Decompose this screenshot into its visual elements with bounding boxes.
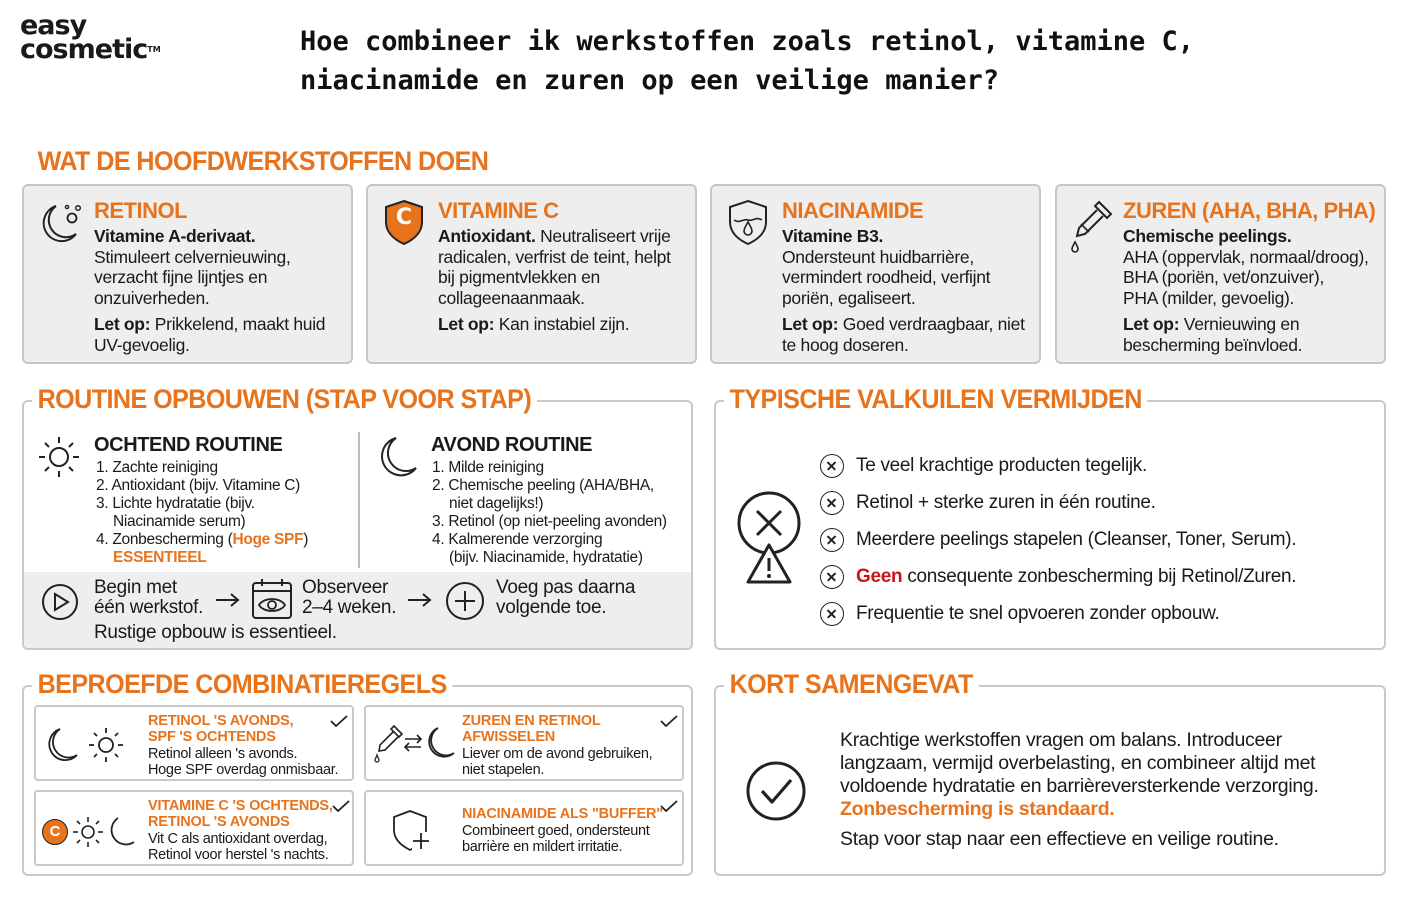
panel-summary (714, 685, 1386, 876)
flow-step-2-line: Observeer (302, 577, 389, 598)
x-circle-icon (820, 454, 844, 478)
pitfall-item (820, 484, 1296, 521)
flow-step-1-line: Begin met (94, 577, 177, 598)
logo-line-1: easy (20, 10, 87, 41)
morning-step: 2. Antioxidant (bijv. Vitamine C) (96, 477, 301, 494)
pitfall-text: consequente zonbescherming bij Retinol/Zuren. (907, 565, 1297, 587)
card-title: VITAMINE C (438, 198, 559, 223)
morning-step-spf (96, 531, 308, 549)
check-circle-icon (744, 759, 808, 823)
evening-step: niet dagelijks!) (449, 495, 544, 512)
combo-title (462, 713, 601, 745)
flow-step-1-line: één werkstof. (94, 597, 204, 618)
note-text: Kan instabiel zijn. (498, 314, 630, 334)
moon-icon (376, 434, 420, 480)
shield-drop-icon (726, 198, 770, 246)
sun-icon (36, 434, 82, 480)
pitfall-item (820, 521, 1296, 558)
summary-highlight: Zonbescherming is standaard. (840, 798, 1115, 820)
morning-routine-title: OCHTEND ROUTINE (94, 434, 283, 456)
note-label: Let op: (94, 314, 151, 334)
checkmark-icon (660, 800, 678, 812)
evening-step: 1. Milde reiniging (432, 459, 544, 476)
pitfall-text: Frequentie te snel opvoeren zonder opbouw. (856, 602, 1220, 624)
combo-title (148, 798, 333, 830)
dropper-icon (1067, 198, 1117, 254)
evening-step: 4. Kalmerende verzorging (432, 531, 603, 548)
pitfall-text: Te veel krachtige producten tegelijk. (856, 454, 1147, 476)
panel-pitfalls (714, 400, 1386, 650)
flow-step-3-line: Voeg pas daarna (496, 577, 636, 598)
card-niacinamide (710, 184, 1041, 364)
card-vitamine-c (366, 184, 697, 364)
combo-body (462, 746, 652, 778)
combo-title-line: RETINOL 'S AVONDS, (148, 713, 294, 729)
pitfall-text: Retinol + sterke zuren in één routine. (856, 491, 1156, 513)
evening-step: 3. Retinol (op niet-peeling avonden) (432, 513, 667, 530)
shield-plus-icon (390, 808, 436, 854)
pitfall-item (820, 595, 1296, 632)
card-body (438, 226, 686, 308)
card-body (94, 226, 344, 308)
plus-circle-icon (444, 580, 486, 622)
page-title (300, 22, 1380, 100)
evening-steps (432, 459, 667, 567)
card-title: RETINOL (94, 198, 188, 223)
combo-body-line: Liever om de avond gebruiken, (462, 746, 653, 762)
essential-label: ESSENTIEEL (113, 549, 207, 566)
brand-logo (20, 10, 190, 74)
card-body (782, 226, 1032, 308)
combo-title (148, 713, 293, 745)
dropper-swap-moon-icon (372, 723, 458, 765)
morning-step: 1. Zachte reiniging (96, 459, 218, 476)
panel-routine (22, 400, 693, 650)
note-text: Prikkelend, maakt huid UV-gevoelig. (94, 314, 326, 355)
x-circle-icon (820, 528, 844, 552)
combo-body-line: Vit C als antioxidant overdag, (148, 831, 328, 847)
combo-title-line: ZUREN EN RETINOL (462, 713, 601, 729)
section-title-summary: KORT SAMENGEVAT (724, 669, 978, 700)
combo-title-line: SPF 'S OCHTENDS (148, 729, 276, 745)
note-label: Let op: (782, 314, 839, 334)
sun-moon-icon (72, 812, 138, 852)
summary-closing: Stap voor stap naar een effectieve en veilige routine. (840, 828, 1279, 850)
card-description-line: PHA (milder, gevoelig). (1123, 287, 1295, 308)
combo-title (462, 806, 663, 822)
card-title: ZUREN (AHA, BHA, PHA) (1123, 198, 1376, 223)
checkmark-icon (330, 715, 348, 727)
checkmark-icon (660, 715, 678, 727)
combo-title-line: RETINOL 'S AVONDS (148, 814, 290, 830)
note-label: Let op: (1123, 314, 1180, 334)
combo-body-line: Retinol voor herstel 's nachts. (148, 847, 329, 863)
card-note (438, 314, 688, 335)
summary-line: Krachtige werkstoffen vragen om balans. Introduceer (840, 729, 1282, 751)
summary-line: voldoende hydratatie en barrièreversterkende verzorging. (840, 775, 1319, 797)
combo-rule (364, 705, 684, 781)
flow-footer: Rustige opbouw is essentieel. (94, 622, 337, 643)
morning-steps (96, 459, 308, 567)
card-subtitle: Vitamine A-derivaat. (94, 226, 256, 246)
card-retinol (22, 184, 353, 364)
card-note (1123, 314, 1373, 355)
evening-step: 2. Chemische peeling (AHA/BHA, (432, 477, 654, 494)
combo-title-line: NIACINAMIDE ALS "BUFFER" (462, 806, 663, 822)
section-title-actives: WAT DE HOOFDWERKSTOFFEN DOEN (37, 146, 489, 176)
combo-body-line: niet stapelen. (462, 762, 545, 778)
evening-step: (bijv. Niacinamide, hydratatie) (449, 549, 643, 566)
morning-step: Niacinamide serum) (113, 513, 246, 530)
warning-x-icon (734, 490, 804, 586)
card-description: Ondersteunt huidbarrière, vermindert roodheid, verfijnt poriën, egaliseert. (782, 246, 991, 308)
routine-divider (358, 432, 360, 568)
card-description-line: AHA (oppervlak, normaal/droog), (1123, 246, 1369, 267)
page-title-line-2: niacinamide en zuren op een veilige manier? (300, 65, 999, 96)
card-title: NIACINAMIDE (782, 198, 924, 223)
section-title-combos: BEPROEFDE COMBINATIEREGELS (32, 669, 452, 700)
flow-step-2 (302, 578, 396, 618)
card-body (1123, 226, 1385, 308)
card-zuren (1055, 184, 1386, 364)
checkmark-icon (332, 800, 350, 812)
logo-trademark: TM (147, 45, 161, 54)
x-circle-icon (820, 602, 844, 626)
morning-step-text: 4. Zonbescherming ( (96, 531, 233, 548)
card-subtitle: Antioxidant. (438, 226, 536, 246)
card-subtitle: Vitamine B3. (782, 226, 884, 246)
card-description: Stimuleert celvernieuwing, verzacht fijne lijntjes en onzuiverheden. (94, 246, 291, 308)
pitfall-item (820, 447, 1296, 484)
x-circle-icon (820, 565, 844, 589)
combo-title-line: VITAMINE C 'S OCHTENDS, (148, 798, 333, 814)
flow-step-2-line: 2–4 weken. (302, 597, 397, 618)
pitfall-highlight: Geen (856, 565, 903, 587)
routine-flow (24, 572, 693, 650)
section-title-pitfalls: TYPISCHE VALKUILEN VERMIJDEN (724, 384, 1147, 415)
combo-body-line: barrière en mildert irritatie. (462, 839, 623, 855)
combo-body-line: Hoge SPF overdag onmisbaar. (148, 762, 339, 778)
pitfall-list (820, 447, 1296, 632)
flow-step-3 (496, 578, 635, 618)
card-note (94, 314, 344, 355)
flow-step-1 (94, 578, 203, 618)
section-title-routine: ROUTINE OPBOUWEN (STAP VOOR STAP) (32, 384, 537, 415)
flow-step-3-line: volgende toe. (496, 597, 607, 618)
card-note (782, 314, 1032, 355)
panel-combos (22, 685, 693, 876)
combo-rule (34, 790, 354, 866)
arrow-right-icon (214, 592, 242, 608)
note-label: Let op: (438, 314, 495, 334)
card-description-line: BHA (poriën, vet/onzuiver), (1123, 267, 1325, 287)
vitamin-c-badge: C (42, 819, 68, 845)
moon-stars-icon (34, 200, 84, 248)
combo-body-line: Retinol alleen 's avonds. (148, 746, 298, 762)
calendar-eye-icon (250, 576, 294, 622)
spf-close: ) (303, 531, 309, 548)
logo-line-2: cosmetic (20, 34, 148, 65)
moon-sun-icon (44, 725, 124, 765)
x-circle-icon (820, 491, 844, 515)
combo-body (148, 746, 338, 778)
spf-highlight: Hoge SPF (232, 531, 304, 548)
combo-body-line: Combineert goed, ondersteunt (462, 823, 650, 839)
card-description: Neutraliseert vrije radicalen, verfrist de teint, helpt bij pigmentvlekken en collageenaanmaak. (438, 226, 671, 308)
arrow-right-icon (406, 592, 434, 608)
evening-routine-title: AVOND ROUTINE (431, 434, 593, 456)
combo-rule (34, 705, 354, 781)
summary-line: langzaam, vermijd overbelasting, en combineer altijd met (840, 752, 1316, 774)
play-icon (40, 582, 80, 622)
vitamin-c-letter: C (395, 205, 413, 230)
combo-body (148, 831, 328, 863)
card-subtitle: Chemische peelings. (1123, 226, 1292, 246)
note-text: Vernieuwing en bescherming beïnvloed. (1123, 314, 1303, 355)
combo-title-line: AFWISSELEN (462, 729, 556, 745)
summary-text (840, 729, 1380, 851)
morning-step: 3. Lichte hydratatie (bijv. (96, 495, 255, 512)
page-title-line-1: Hoe combineer ik werkstoffen zoals retinol, vitamine C, (300, 26, 1195, 57)
pitfall-item (820, 558, 1296, 595)
pitfall-text: Meerdere peelings stapelen (Cleanser, Toner, Serum). (856, 528, 1297, 550)
combo-body (462, 823, 649, 855)
note-text: Goed verdraagbaar, niet te hoog doseren. (782, 314, 1025, 355)
combo-rule (364, 790, 684, 866)
